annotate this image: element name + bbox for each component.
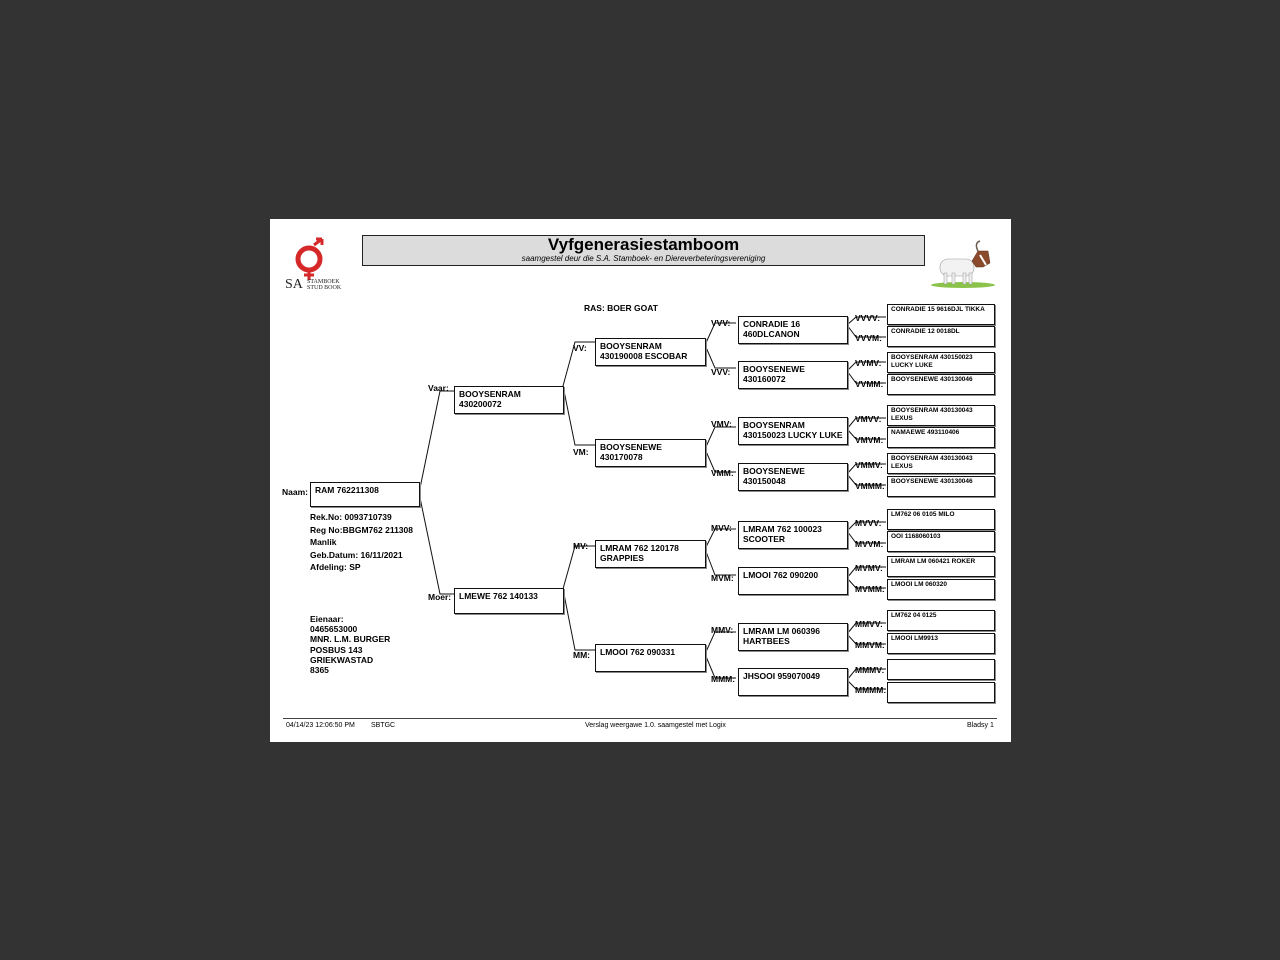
vvmm-label: VVMM: (855, 379, 884, 389)
mvv-box (738, 521, 848, 549)
vm-name: BOOYSENEWE 430170078 (600, 442, 662, 462)
mvmm-name: LMOOI LM 060320 (891, 581, 947, 588)
owner-address-2: GRIEKWASTAD (310, 654, 374, 665)
vmmv-box (887, 453, 995, 474)
vmmm-box (887, 476, 995, 497)
mvvv-label: MVVV: (855, 518, 882, 528)
mvmv-box (887, 556, 995, 577)
footer-page-number: Bladsy 1 (967, 722, 994, 729)
mvmm-box (887, 579, 995, 600)
section: Afdeling: SP (310, 562, 361, 572)
reg-no: Reg No:BBGM762 211308 (310, 524, 413, 535)
mvm-label: MVM: (711, 573, 734, 583)
vmv-label: VMV: (711, 419, 732, 429)
vmvm-label: VMVM: (855, 435, 884, 445)
logo-subtext (307, 279, 341, 291)
vmv-name: BOOYSENRAM 430150023 LUCKY LUKE (743, 420, 843, 440)
mmv-label: MMV: (711, 625, 734, 635)
pedigree-page (270, 219, 1011, 742)
page-subtitle: saamgestel deur die S.A. Stamboek- en Diereverbeteringsvereniging (521, 254, 766, 263)
vmvv-box (887, 405, 995, 426)
vmm-label: VMM: (711, 468, 734, 478)
vvv-box (738, 316, 848, 344)
mvmv-name: LMRAM LM 060421 ROKER (891, 558, 976, 565)
owner-block (310, 614, 390, 675)
mvvv-box (887, 509, 995, 530)
naam-label: Naam: (282, 487, 308, 497)
dam-box (454, 588, 564, 614)
vmvm-box (887, 427, 995, 448)
mmm-box (738, 668, 848, 696)
mmm-label: MMM: (711, 674, 736, 684)
vmvv-label: VMVV: (855, 414, 882, 424)
vvmm-box (887, 374, 995, 395)
mv-name: LMRAM 762 120178 GRAPPIES (600, 543, 679, 563)
vvv-label: VVV: (711, 318, 731, 328)
mv-label: MV: (573, 541, 589, 551)
vmmm-label: VMMM: (855, 481, 885, 491)
footer-version: Verslag weergawe 1.0. saamgestel met Logix (585, 722, 726, 729)
rek-no: Rek.No: 0093710739 (310, 512, 392, 522)
mmvv-label: MMVV: (855, 619, 883, 629)
owner-phone: 0465653000 (310, 624, 358, 635)
mmvv-box (887, 610, 995, 631)
stud-book-logo-icon (292, 237, 328, 281)
vvvv-name: CONRADIE 15 9616DJL TIKKA (891, 306, 985, 313)
owner-name: MNR. L.M. BURGER (310, 634, 391, 645)
footer-divider (283, 718, 997, 719)
owner-postal-code: 8365 (310, 665, 329, 676)
sire-box (454, 386, 564, 414)
vvmm-name: BOOYSENEWE 430130046 (891, 376, 973, 383)
mm-box (595, 644, 706, 672)
footer-code: SBTGC (371, 722, 396, 729)
title-banner (362, 235, 925, 266)
mmmv-box (887, 659, 995, 680)
mmm-name: JHSOOI 959070049 (743, 671, 821, 681)
mmvv-name: LM762 04 0125 (891, 612, 937, 619)
mmvm-label: MMVM: (855, 640, 885, 650)
mvv-name: LMRAM 762 100023 SCOOTER (743, 524, 822, 544)
moer-label: Moer: (428, 592, 452, 602)
vvv-name: CONRADIE 16 460DLCANON (743, 319, 801, 339)
breed-label: RAS: BOER GOAT (584, 303, 658, 313)
vvm-box (738, 361, 848, 389)
vmmv-label: VMMV: (855, 460, 883, 470)
owner-label: Eienaar: (310, 614, 344, 624)
vvvv-label: VVVV: (855, 313, 881, 323)
birth-date: Geb.Datum: 16/11/2021 (310, 549, 403, 560)
footer-datetime: 04/14/23 12:06:50 PM (286, 722, 355, 729)
vvmv-name: BOOYSENRAM 430150023 LUCKY LUKE (891, 354, 973, 369)
mvm-box (738, 567, 848, 595)
vm-box (595, 439, 706, 467)
mmv-box (738, 623, 848, 651)
animal-name: RAM 762211308 (315, 485, 379, 495)
mvm-name: LMOOI 762 090200 (743, 570, 819, 580)
vv-name: BOOYSENRAM 430190008 ESCOBAR (600, 341, 688, 361)
page-title: Vyfgenerasiestamboom (547, 235, 740, 254)
vvm-label: VVV: (711, 367, 731, 377)
mmvm-box (887, 633, 995, 654)
mvv-label: MVV: (711, 523, 732, 533)
vmvm-name: NAMAEWE 493110406 (891, 429, 960, 436)
mm-name: LMOOI 762 090331 (600, 647, 676, 657)
mmmv-label: MMMV: (855, 665, 885, 675)
mvvv-name: LM762 06 0105 MILO (891, 511, 955, 518)
vmm-name: BOOYSENEWE 430150048 (743, 466, 805, 486)
vmm-box (738, 463, 848, 491)
dam-name: LMEWE 762 140133 (459, 591, 538, 601)
mmmm-label: MMMM: (855, 685, 887, 695)
mv-box (595, 540, 706, 568)
vaar-label: Vaar: (428, 383, 449, 393)
vvvm-label: VVVM: (855, 333, 882, 343)
sire-name: BOOYSENRAM 430200072 (459, 389, 521, 409)
vmmv-name: BOOYSENRAM 430130043 LEXUS (891, 455, 973, 470)
boer-goat-illustration (928, 239, 998, 289)
vvvm-box (887, 326, 995, 347)
mmvm-name: LMOOI LM9913 (891, 635, 938, 642)
mm-label: MM: (573, 650, 590, 660)
animal-name-box (310, 482, 420, 507)
vmv-box (738, 417, 848, 445)
sex: Manlik (310, 537, 337, 547)
logo-text: SA (285, 277, 303, 292)
mvvm-box (887, 531, 995, 552)
vm-label: VM: (573, 447, 589, 457)
logo-sub-line-2: STUD BOOK (307, 285, 342, 291)
mvvm-label: MVVM: (855, 539, 884, 549)
vvvm-name: CONRADIE 12 0018DL (891, 328, 960, 335)
vv-label: VV: (573, 343, 587, 353)
mvvm-name: OOI 1168060103 (891, 533, 941, 540)
vmmm-name: BOOYSENEWE 430130046 (891, 478, 973, 485)
vvvv-box (887, 304, 995, 325)
animal-details (310, 511, 413, 574)
mmmm-box (887, 682, 995, 703)
vv-box (595, 338, 706, 366)
vvmv-label: VVMV: (855, 358, 882, 368)
mvmv-label: MVMV: (855, 563, 883, 573)
vvm-name: BOOYSENEWE 430160072 (743, 364, 805, 384)
vmvv-name: BOOYSENRAM 430130043 LEXUS (891, 407, 973, 422)
mmv-name: LMRAM LM 060396 HARTBEES (743, 626, 820, 646)
vvmv-box (887, 352, 995, 373)
owner-address-1: POSBUS 143 (310, 644, 363, 655)
mvmm-label: MVMM: (855, 584, 885, 594)
logo-sub-line-1: STAMBOEK (307, 279, 340, 285)
